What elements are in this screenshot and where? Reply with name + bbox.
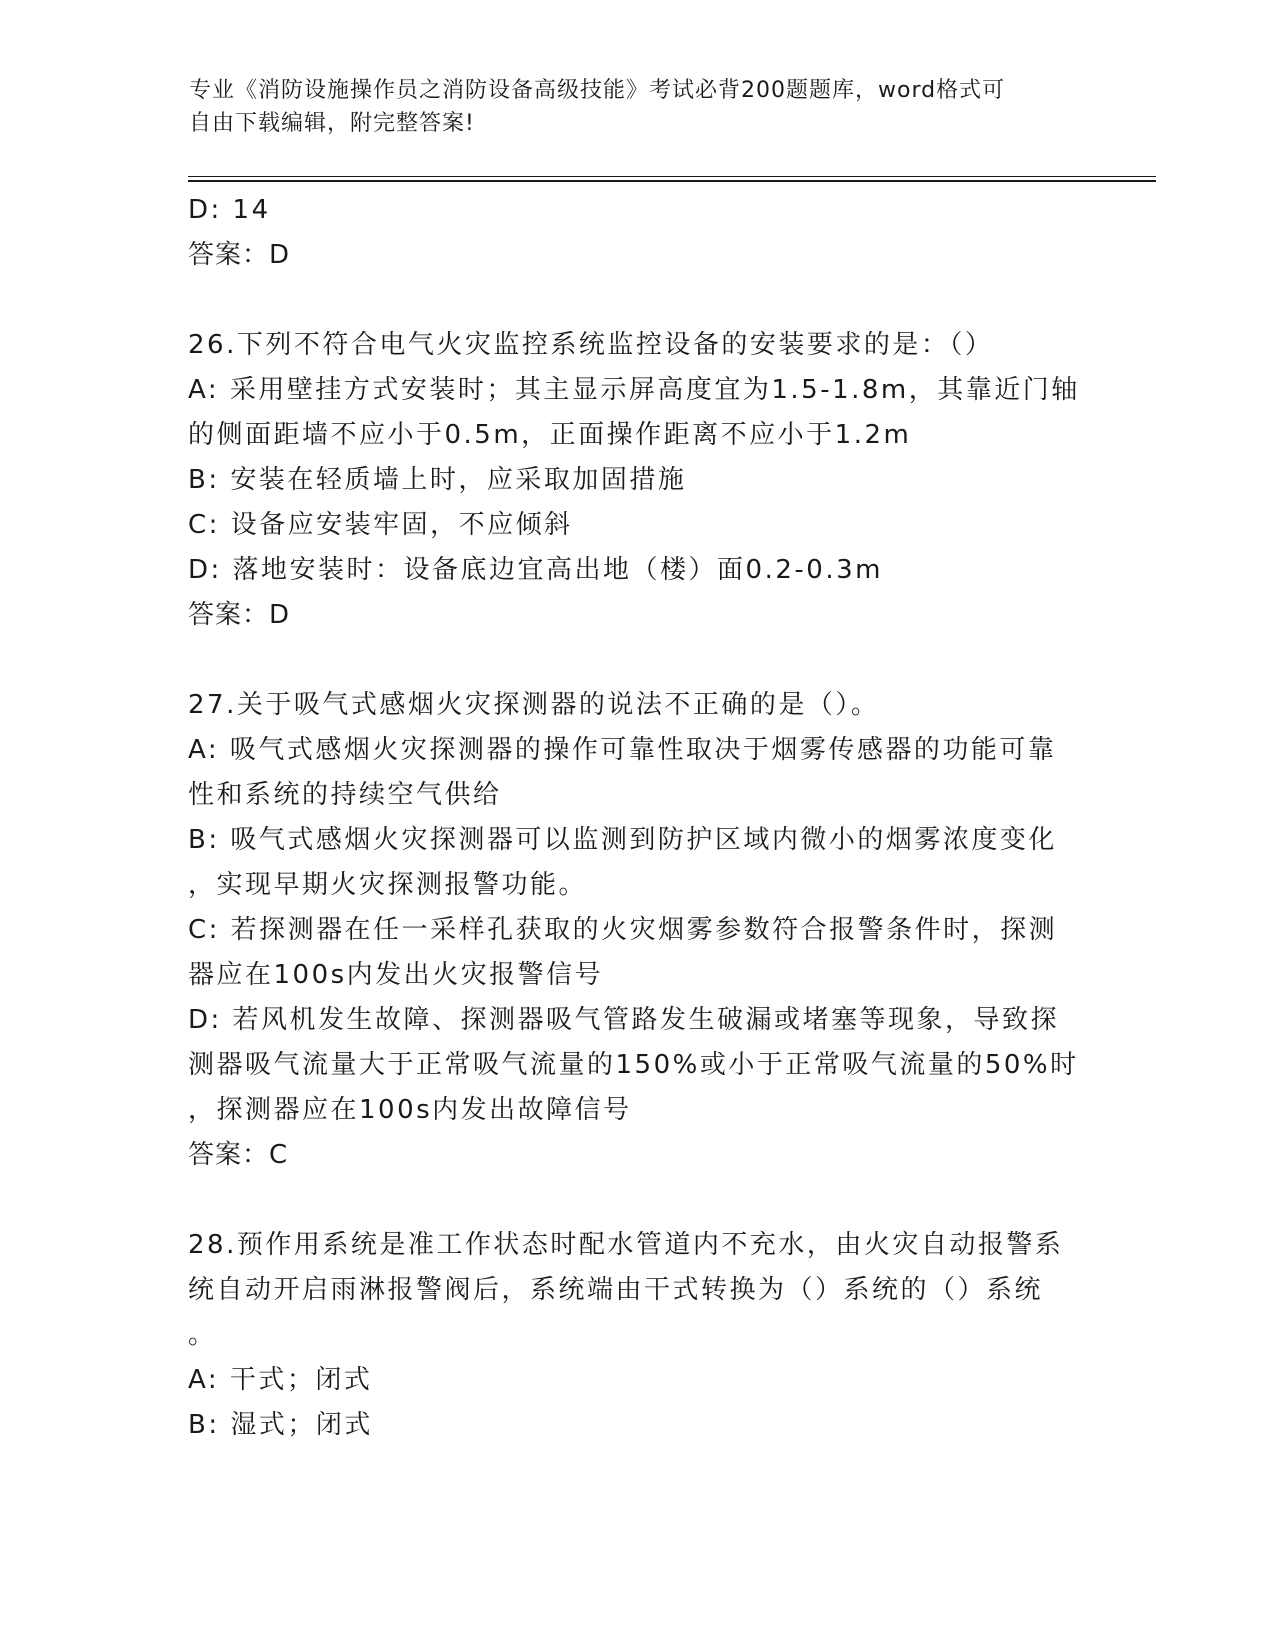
document-body — [188, 188, 1088, 1448]
question-28-stem-cont-2: 。 — [188, 1320, 217, 1350]
spacer — [188, 1178, 1088, 1223]
question-26-answer: 答案：D — [188, 600, 291, 630]
question-27-option-d-cont-2: ，探测器应在100s内发出故障信号 — [188, 1095, 632, 1125]
spacer — [188, 278, 1088, 323]
question-27-option-a: A: 吸气式感烟火灾探测器的操作可靠性取决于烟雾传感器的功能可靠 — [188, 735, 1057, 765]
question-27-answer: 答案：C — [188, 1140, 289, 1170]
spacer — [188, 638, 1088, 683]
header-divider-thin — [188, 176, 1156, 177]
question-27-option-c: C: 若探测器在任一采样孔获取的火灾烟雾参数符合报警条件时，探测 — [188, 915, 1058, 945]
question-28-option-b: B: 湿式；闭式 — [188, 1410, 373, 1440]
question-28 — [188, 1223, 1088, 1448]
question-26-option-d: D: 落地安装时：设备底边宜高出地（楼）面0.2-0.3m — [188, 555, 883, 585]
question-26-option-a-cont: 的侧面距墙不应小于0.5m，正面操作距离不应小于1.2m — [188, 420, 912, 450]
question-28-option-a: A: 干式；闭式 — [188, 1365, 373, 1395]
question-26 — [188, 323, 1088, 638]
question-26-option-c: C: 设备应安装牢固，不应倾斜 — [188, 510, 573, 540]
question-26-option-b: B: 安装在轻质墙上时，应采取加固措施 — [188, 465, 687, 495]
question-28-stem-cont: 统自动开启雨淋报警阀后，系统端由干式转换为（）系统的（）系统 — [188, 1275, 1044, 1305]
question-27-stem: 27.关于吸气式感烟火灾探测器的说法不正确的是（）。 — [188, 690, 880, 720]
question-27-option-b-cont: ，实现早期火灾探测报警功能。 — [188, 870, 588, 900]
header-title-line-2: 自由下载编辑，附完整答案! — [189, 111, 475, 136]
question-27-option-b: B: 吸气式感烟火灾探测器可以监测到防护区域内微小的烟雾浓度变化 — [188, 825, 1057, 855]
prev-question-option-d: D: 14 — [188, 195, 271, 225]
question-26-stem: 26.下列不符合电气火灾监控系统监控设备的安装要求的是：（） — [188, 330, 994, 360]
question-27-option-d-cont: 测器吸气流量大于正常吸气流量的150%或小于正常吸气流量的50%时 — [188, 1050, 1079, 1080]
prev-question-answer: 答案：D — [188, 240, 291, 270]
question-28-stem: 28.预作用系统是准工作状态时配水管道内不充水，由火灾自动报警系 — [188, 1230, 1064, 1260]
document-header — [189, 74, 1089, 140]
question-27-option-a-cont: 性和系统的持续空气供给 — [188, 780, 502, 810]
question-27-option-d: D: 若风机发生故障、探测器吸气管路发生破漏或堵塞等现象，导致探 — [188, 1005, 1060, 1035]
question-27-option-c-cont: 器应在100s内发出火灾报警信号 — [188, 960, 604, 990]
question-26-option-a: A: 采用壁挂方式安装时；其主显示屏高度宜为1.5-1.8m，其靠近门轴 — [188, 375, 1080, 405]
question-27 — [188, 683, 1088, 1178]
header-title-line-1: 专业《消防设施操作员之消防设备高级技能》考试必背200题题库，word格式可 — [189, 78, 1006, 103]
header-divider-thick — [188, 180, 1156, 182]
